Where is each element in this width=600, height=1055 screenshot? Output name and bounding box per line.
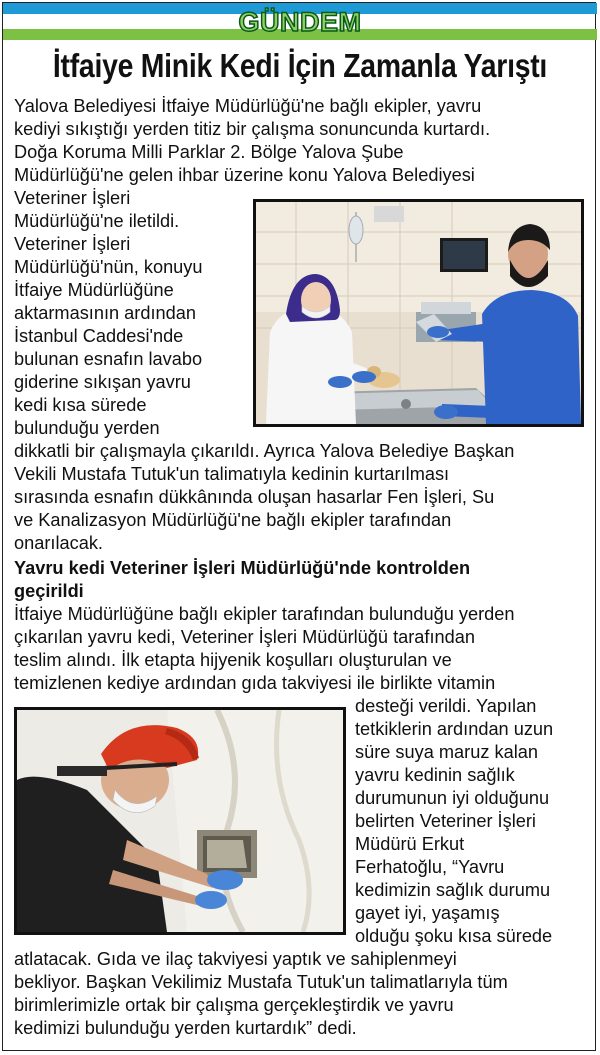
article-line: Müdürlüğü'ne gelen ihbar üzerine konu Yalova Belediyesi xyxy=(14,165,475,185)
article-line: İstanbul Caddesi'nde xyxy=(14,326,184,346)
article-line: bekliyor. Başkan Vekilimiz Mustafa Tutuk'un talimatlarıyla tüm xyxy=(14,972,508,992)
article-line: sırasında esnafın dükkânında oluşan hasarlar Fen İşleri, Su xyxy=(14,487,495,507)
section-label: GÜNDEM xyxy=(238,7,362,37)
article-line: teslim alındı. İlk etapta hijyenik koşulları oluşturulan ve xyxy=(14,650,452,670)
article-line: kediyi sıkıştığı yerden titiz bir çalışma sonuncunda kurtardı. xyxy=(14,119,491,139)
subheading-line: Yavru kedi Veteriner İşleri Müdürlüğü'nde kontrolden xyxy=(14,558,471,578)
article-line: gayet iyi, yaşamış xyxy=(355,903,500,923)
article-line: ve Kanalizasyon Müdürlüğü'ne bağlı ekipler tarafından xyxy=(14,510,452,530)
article-line: İtfaiye Müdürlüğüne bağlı ekipler tarafından bulunduğu yerden xyxy=(14,604,515,624)
article-line: giderine sıkışan yavru xyxy=(14,372,191,392)
article-line: Ferhatoğlu, “Yavru xyxy=(355,857,505,877)
article-line: temizlenen kediye ardından gıda takviyesi ile birlikte vitamin xyxy=(14,673,496,693)
section-banner xyxy=(3,3,597,39)
firefighter-photo xyxy=(14,707,346,935)
article-line: Müdürü Erkut xyxy=(355,834,465,854)
article-line: durumunun iyi olduğunu xyxy=(355,788,550,808)
article-line: bulunan esnafın lavabo xyxy=(14,349,203,369)
article-line: atlatacak. Gıda ve ilaç takviyesi yaptık ve sahiplenmeyi xyxy=(14,949,457,969)
article-line: Müdürlüğü'ne iletildi. xyxy=(14,211,180,231)
article-line: Veteriner İşleri xyxy=(14,234,131,254)
article-line: dikkatli bir çalışmayla çıkarıldı. Ayrıca Yalova Belediye Başkan xyxy=(14,441,515,461)
subheading-line: geçirildi xyxy=(14,581,84,601)
firefighter-illustration xyxy=(17,710,343,932)
article-line: desteği verildi. Yapılan xyxy=(355,696,537,716)
article-line: yavru kedinin sağlık xyxy=(355,765,515,785)
article-line: tetkiklerin ardından uzun xyxy=(355,719,554,739)
article-line: çıkarılan yavru kedi, Veteriner İşleri Müdürlüğü tarafından xyxy=(14,627,475,647)
article-line: Vekili Mustafa Tutuk'un talimatıyla kedinin kurtarılması xyxy=(14,464,450,484)
article-line: Müdürlüğü'nün, konuyu xyxy=(14,257,203,277)
article-line: belirten Veteriner İşleri xyxy=(355,811,536,831)
article-line: olduğu şoku kısa sürede xyxy=(355,926,553,946)
vet-clinic-photo xyxy=(253,199,584,427)
article-line: İtfaiye Müdürlüğüne xyxy=(14,280,174,300)
article-line: kedimizin sağlık durumu xyxy=(355,880,551,900)
article-line: onarılacak. xyxy=(14,533,103,553)
article-headline: İtfaiye Minik Kedi İçin Zamanla Yarıştı xyxy=(52,47,548,84)
article-line: aktarmasının ardından xyxy=(14,303,196,323)
article-line: Doğa Koruma Milli Parklar 2. Bölge Yalova Şube xyxy=(14,142,404,162)
article-line: Yalova Belediyesi İtfaiye Müdürlüğü'ne bağlı ekipler, yavru xyxy=(14,96,482,116)
vet-clinic-illustration xyxy=(256,202,581,424)
article-line: süre suya maruz kalan xyxy=(355,742,538,762)
article-line: Veteriner İşleri xyxy=(14,188,131,208)
article-line: bulunduğu yerden xyxy=(14,418,160,438)
article-line: kedi kısa sürede xyxy=(14,395,147,415)
article-line: kedimizi bulunduğu yerden kurtardık” dedi. xyxy=(14,1018,357,1038)
article-line: birimlerimizle ortak bir çalışma gerçekleştirdik ve yavru xyxy=(14,995,454,1015)
